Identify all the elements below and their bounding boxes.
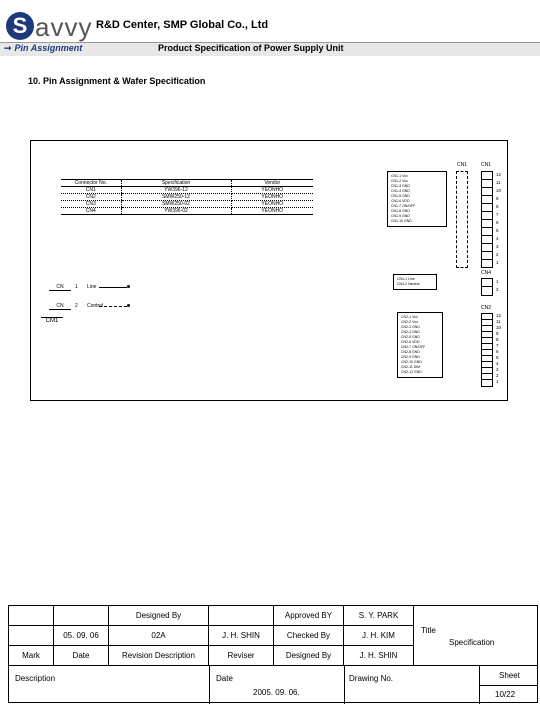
pin-number: 1 (496, 260, 499, 265)
tb-divider (344, 666, 345, 704)
table-row (61, 201, 313, 208)
legend-num: 2 (75, 303, 78, 309)
pin-number: 8 (496, 204, 499, 209)
logo-mark: S (6, 12, 34, 40)
connector-cn2 (481, 313, 493, 387)
tb-date-label: Date (216, 674, 233, 683)
legend-ref: CN (49, 284, 71, 291)
table-header-row (61, 180, 313, 187)
wire-label: CN4-1 Line (397, 277, 415, 281)
legend-text: Control (87, 303, 104, 309)
legend-line (99, 306, 127, 307)
table-header: Specification (121, 180, 231, 187)
table-cell: CN3 (61, 201, 121, 208)
section-tag (4, 43, 82, 54)
tb-title-value: Specification (449, 638, 495, 647)
wire-label: CN1-9 GND (391, 214, 410, 218)
tb-date: Date (54, 646, 109, 666)
table-row (61, 187, 313, 194)
connector-table (61, 179, 313, 215)
wire-label: CN2-2 Vcc (401, 320, 418, 324)
cn1-pin-numbers (496, 171, 501, 267)
wire-label: CN1-2 Vcc (391, 179, 408, 183)
pin-number: 11 (496, 180, 501, 185)
section-heading: 10. Pin Assignment & Wafer Specification (28, 76, 206, 86)
tb-sheet-label: Sheet (499, 671, 520, 680)
tb-description: Description (15, 674, 56, 683)
tb-approver: S. Y. PARK (344, 606, 414, 626)
connector-cn4 (481, 278, 493, 296)
table-cell: CN1 (61, 187, 121, 194)
tb-reviser-name: J. H. SHIN (209, 626, 274, 646)
logo-wordmark: avvy (35, 12, 93, 42)
table-cell: YEONHO (231, 208, 313, 215)
wire-label: CN1-1 Vcc (391, 174, 408, 178)
legend-line (99, 287, 127, 288)
connector-label: CN4 (480, 270, 491, 276)
pin-number: 1 (496, 279, 499, 284)
savvy-logo (6, 10, 92, 40)
table-cell: YW396-12 (121, 187, 231, 194)
tb-designed-by: Designed By (274, 646, 344, 666)
tb-designer: J. H. SHIN (344, 646, 414, 666)
pin-number: 3 (496, 244, 499, 249)
pin-number: 1 (496, 379, 499, 384)
wire-label: CN2-10 GND (401, 360, 422, 364)
tb-date-value: 05. 09. 06 (54, 626, 109, 646)
pin-number: 10 (496, 188, 502, 193)
wire-label: CN2-5 GND (401, 335, 420, 339)
tb-revision: 02A (109, 626, 209, 646)
title-block (8, 605, 538, 703)
pin-number: 2 (496, 252, 499, 257)
table-cell: YEONHO (231, 201, 313, 208)
pin-number: 5 (496, 355, 499, 360)
pin-number: 4 (496, 361, 499, 366)
wire-label: CN1-8 GND (391, 209, 410, 213)
table-cell: YW396-02 (121, 208, 231, 215)
arrow-right-icon: ➞ (4, 43, 12, 53)
wire-box-middle (393, 274, 437, 290)
legend-text: Line (87, 284, 97, 290)
table-cell: CN2 (61, 194, 121, 201)
wire-label: CN2-4 GND (401, 330, 420, 334)
pin-number: 10 (496, 325, 502, 330)
company-name: R&D Center, SMP Global Co., Ltd (96, 19, 269, 31)
tb-empty (54, 606, 109, 626)
table-header: Connector No. (61, 180, 121, 187)
tb-checked-by: Checked By (274, 626, 344, 646)
pin-number: 12 (496, 172, 502, 177)
table-row (61, 208, 313, 215)
tb-mark: Mark (9, 646, 54, 666)
wire-label: CN1-5 GND (391, 194, 410, 198)
document-title: Product Specification of Power Supply Unit (158, 43, 344, 53)
connector-cn1-dashed (456, 171, 468, 268)
pin-number: 7 (496, 212, 499, 217)
tb-drawing-no: Drawing No. (349, 674, 394, 683)
tb-title-area (414, 606, 538, 666)
pin-number: 4 (496, 236, 499, 241)
pin-number: 2 (496, 373, 499, 378)
tb-approved-by: Approved BY (274, 606, 344, 626)
table-cell: CN4 (61, 208, 121, 215)
tb-designed-by-header: Designed By (109, 606, 209, 626)
wire-label: CN2-7 ON/OFF (401, 345, 426, 349)
connector-label: CN1 (480, 162, 491, 168)
table-row (61, 194, 313, 201)
tb-divider (479, 685, 538, 686)
tb-title-label: Title (421, 626, 436, 635)
table-cell: SMW250-12 (121, 194, 231, 201)
pin-number: 5 (496, 228, 499, 233)
wire-label: CN2-3 GND (401, 325, 420, 329)
tb-revision-description: Revision Description (109, 646, 209, 666)
cm-label: CM1 (41, 317, 63, 324)
cn4-pin-numbers (496, 278, 499, 294)
table-header: Vendor (231, 180, 313, 187)
table-cell: SMW250-02 (121, 201, 231, 208)
wire-label: CN2-8 GND (401, 350, 420, 354)
pin-number: 6 (496, 349, 499, 354)
tb-empty (9, 626, 54, 646)
wire-label: CN2-6 VDD (401, 340, 420, 344)
pin-number: 9 (496, 331, 499, 336)
table-cell: YEONHO (231, 194, 313, 201)
tb-empty (9, 606, 54, 626)
legend-ref: CN (49, 303, 71, 310)
pin-number: 7 (496, 343, 499, 348)
wire-label: CN1-4 GND (391, 189, 410, 193)
connector-label: CN1 (456, 162, 467, 168)
wire-box-top (387, 171, 447, 227)
section-tag-label: Pin Assignment (14, 43, 83, 53)
tb-sheet-value: 10/22 (495, 690, 516, 699)
pin-number: 9 (496, 196, 499, 201)
connector-label: CN2 (480, 305, 491, 311)
pin-number: 3 (496, 367, 499, 372)
cn2-pin-numbers (496, 313, 501, 385)
pin-number: 2 (496, 287, 499, 292)
wire-box-bottom (397, 312, 443, 378)
wire-label: CN2-12 GND (401, 370, 422, 374)
wire-label: CN1-10 GND (391, 219, 412, 223)
legend-dot (127, 304, 130, 307)
tb-date-full: 2005. 09. 06. (253, 688, 300, 697)
tb-checker: J. H. KIM (344, 626, 414, 646)
wire-label: CN1-6 VDD (391, 199, 410, 203)
tb-reviser: Reviser (209, 646, 274, 666)
wire-label: CN2-1 Vcc (401, 315, 418, 319)
wiring-diagram (30, 140, 508, 401)
wire-label: CN2-11 DIM (401, 365, 421, 369)
legend-dot (127, 285, 130, 288)
pin-number: 6 (496, 220, 499, 225)
tb-empty (209, 606, 274, 626)
tb-divider (209, 666, 210, 704)
wire-label: CN1-3 GND (391, 184, 410, 188)
wire-label: CN4-2 Neutral (397, 282, 420, 286)
pin-number: 11 (496, 319, 501, 324)
wire-label: CN1-7 ON/OFF (391, 204, 416, 208)
pin-number: 12 (496, 313, 502, 318)
table-cell: YEONHO (231, 187, 313, 194)
connector-cn1 (481, 171, 493, 268)
legend-num: 1 (75, 284, 78, 290)
wire-label: CN2-9 GND (401, 355, 420, 359)
pin-number: 8 (496, 337, 499, 342)
